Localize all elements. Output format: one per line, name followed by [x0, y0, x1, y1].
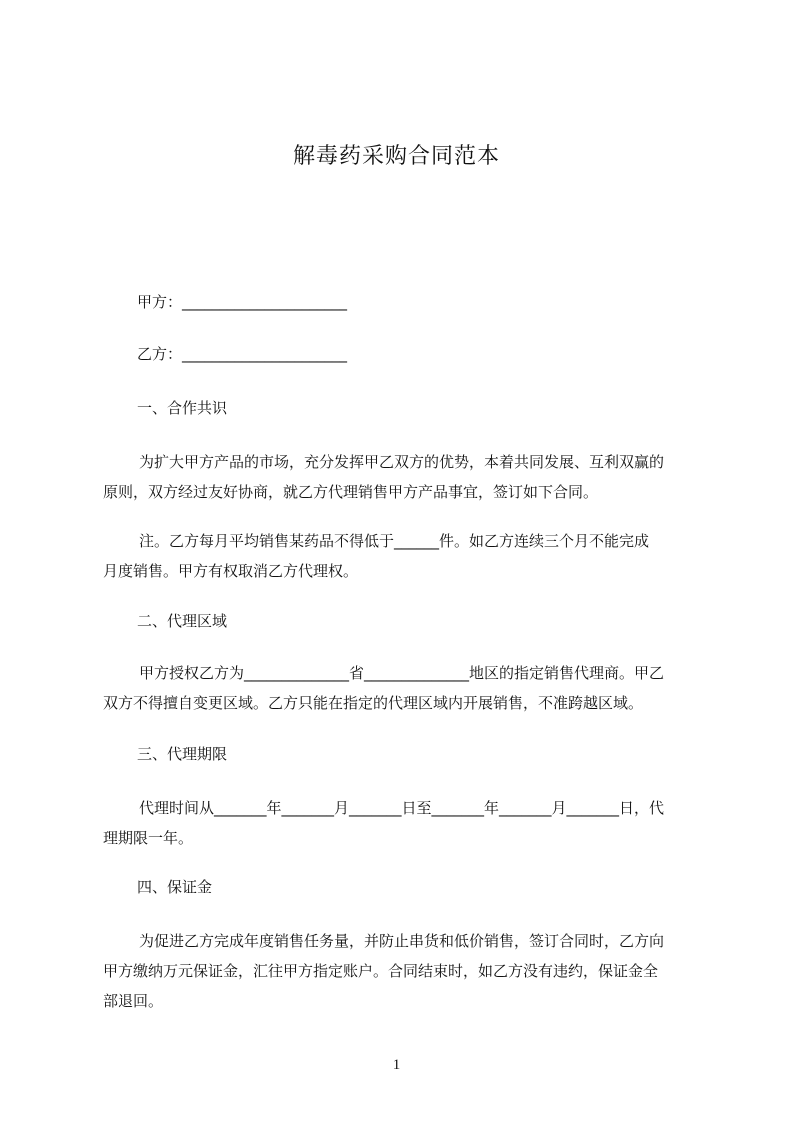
paragraph-line: 双方不得擅自变更区域。乙方只能在指定的代理区域内开展销售，不准跨越区域。	[103, 694, 644, 712]
paragraph-region	[103, 658, 703, 718]
paragraph-cooperation	[103, 447, 703, 507]
paragraph-line: 为扩大甲方产品的市场，充分发挥甲乙双方的优势，本着共同发展、互利双赢的	[139, 453, 665, 471]
section-heading-deposit: 四、保证金	[137, 878, 213, 896]
section-heading-region: 二、代理区域	[137, 612, 228, 630]
paragraph-line: 月度销售。甲方有权取消乙方代理权。	[103, 562, 359, 580]
paragraph-deposit	[103, 926, 703, 1016]
paragraph-line: 理期限一年。	[103, 829, 194, 847]
section-heading-cooperation: 一、合作共识	[137, 399, 228, 417]
paragraph-line: 部退回。	[103, 992, 164, 1010]
document-title: 解毒药采购合同范本	[292, 144, 500, 169]
paragraph-line: 代理时间从_______年_______月_______日至_______年_______月_______日，代	[139, 799, 665, 817]
party-a-line: 甲方：______________________	[137, 293, 348, 311]
paragraph-line: 甲方缴纳万元保证金，汇往甲方指定账户。合同结束时，如乙方没有违约，保证金全	[103, 962, 659, 980]
paragraph-line: 甲方授权乙方为______________省______________地区的指定销售代理商。甲乙	[139, 664, 665, 682]
paragraph-line: 为促进乙方完成年度销售任务量，并防止串货和低价销售，签订合同时，乙方向	[139, 932, 665, 950]
paragraph-line: 注。乙方每月平均销售某药品不得低于______件。如乙方连续三个月不能完成	[139, 532, 650, 550]
page-number: 1	[392, 1057, 401, 1073]
paragraph-term	[103, 793, 703, 853]
party-b-line: 乙方：______________________	[137, 345, 348, 363]
paragraph-line: 原则，双方经过友好协商，就乙方代理销售甲方产品事宜，签订如下合同。	[103, 483, 599, 501]
section-heading-term: 三、代理期限	[137, 745, 228, 763]
paragraph-note	[103, 526, 703, 586]
